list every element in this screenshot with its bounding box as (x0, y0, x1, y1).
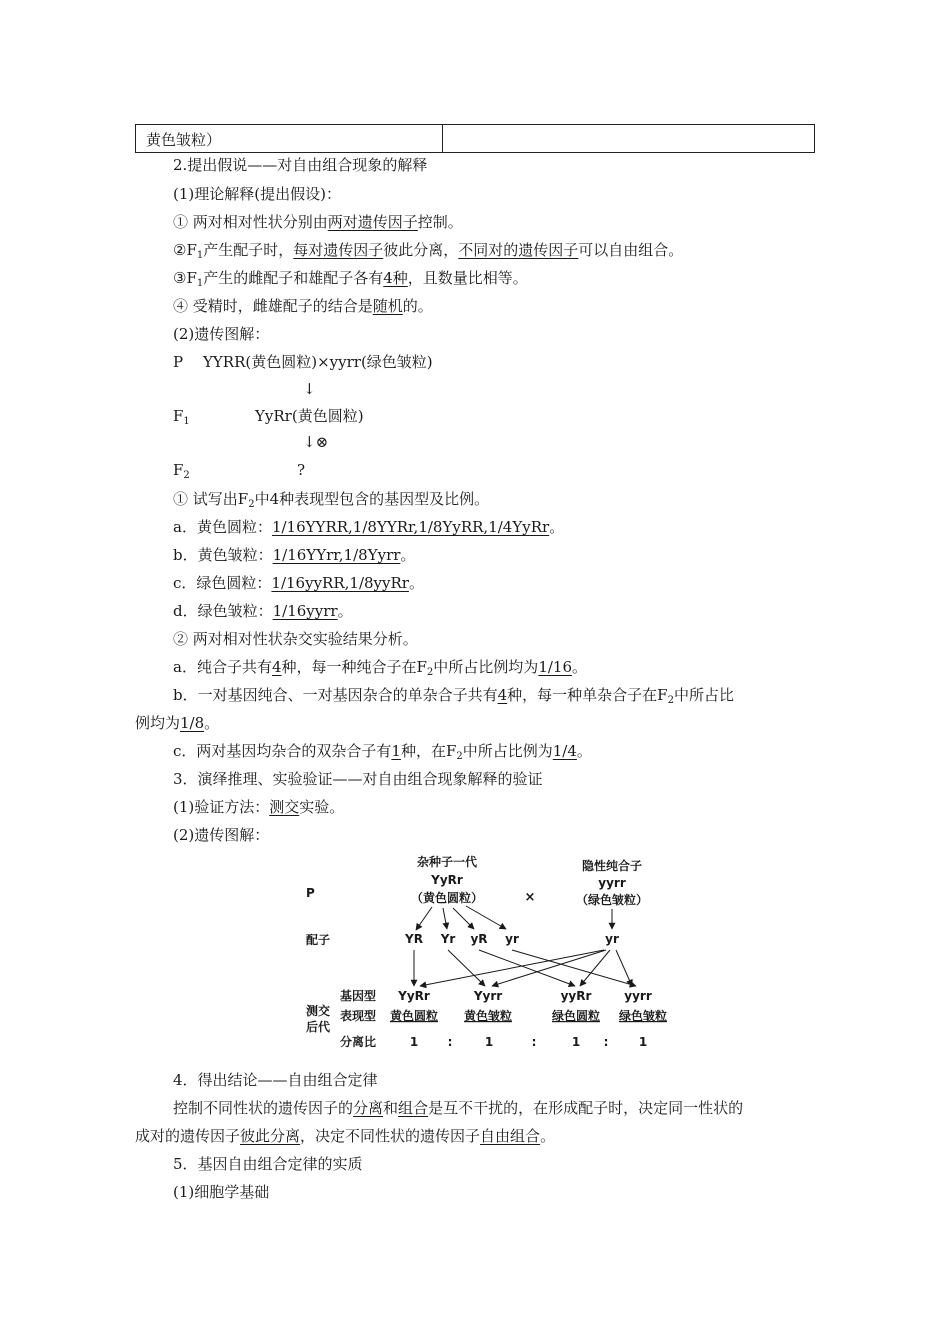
section-5-heading: 5．基因自由组合定律的实质 (173, 1155, 363, 1173)
cross-f2: ? (297, 461, 306, 479)
left-parent-title: 杂种子一代 (416, 855, 478, 869)
sub-cytology: (1)细胞学基础 (173, 1183, 270, 1201)
ratio-value: 1 (484, 1035, 494, 1049)
offspring-phenotype: 绿色皱粒 (618, 1009, 668, 1023)
answer-blank: 1/16YYRR,1/8YYRr,1/8YyRR,1/4YyRr (271, 518, 550, 536)
line-right-to-YyRr (420, 950, 604, 986)
cross-arrow-2: ↓⊗ (303, 433, 329, 451)
answer-blank: 测交 (269, 798, 300, 816)
answer-blank: 自由组合 (480, 1127, 541, 1145)
answer-a: a．黄色圆粒：1/16YYRR,1/8YYRr,1/8YyRR,1/4YyRr。 (173, 518, 565, 536)
genotype-row-label: 基因型 (340, 989, 377, 1003)
section-3-heading: 3．演绎推理、实验验证——对自由组合现象解释的验证 (173, 770, 543, 788)
answer-blank: 4 (271, 658, 282, 676)
line-right-to-yyRr (580, 950, 610, 986)
arrow-to-yR (453, 908, 474, 929)
answer-blank: 彼此分离 (240, 1127, 301, 1145)
answer-blank: 1/16yyRR,1/8yyRr (271, 574, 409, 592)
arrow-to-yr (466, 906, 506, 929)
line-yR-to-yyRr (479, 950, 575, 986)
table-cell-text: 黄色皱粒） (146, 131, 222, 149)
answer-b: b．黄色皱粒：1/16YYrr,1/8Yyrr。 (173, 546, 416, 564)
answer-blank: 每对遗传因子 (293, 241, 384, 259)
diagram-p-label: P (306, 886, 315, 900)
offspring-genotype: yyRr (560, 989, 592, 1003)
ratio-sep: : (447, 1035, 453, 1049)
result-c: c．两对基因均杂合的双杂合子有1种，在$F_2$中所占比例为1/4。 (173, 742, 592, 762)
gamete-yr-left: yr (505, 932, 519, 946)
cross-arrow-1: ↓ (303, 380, 316, 398)
result-b-cont: 例均为1/8。 (135, 714, 220, 732)
result-b: b．一对基因纯合、一对基因杂合的单杂合子共有4种，每一种单杂合子在$F_2$中所占比 (173, 686, 734, 706)
gamete-Yr: Yr (440, 932, 456, 946)
gamete-YR: YR (405, 932, 423, 946)
answer-blank: 两对遗传因子 (327, 213, 418, 231)
right-parent-title: 隐性纯合子 (581, 859, 643, 873)
gamete-yr-right: yr (605, 932, 619, 946)
cross-f1: YyRr(黄色圆粒) (255, 407, 364, 425)
offspring-genotype: YyRr (398, 989, 430, 1003)
arrow-to-YR (416, 907, 432, 930)
ratio-value: 1 (409, 1035, 419, 1049)
answer-blank: 1 (391, 742, 401, 760)
answer-blank: 1/16 (538, 658, 572, 676)
answer-blank: 组合 (398, 1099, 429, 1117)
hypothesis-1: ① 两对相对性状分别由两对遗传因子控制。 (173, 213, 463, 231)
ratio-value: 1 (638, 1035, 648, 1049)
offspring-label-1: 测交 (306, 1004, 331, 1018)
answer-blank: 分离 (353, 1099, 384, 1117)
cross-parents: YYRR(黄色圆粒)×yyrr(绿色皱粒) (203, 353, 433, 371)
offspring-phenotype: 黄色圆粒 (389, 1009, 439, 1023)
conclusion-line-1: 控制不同性状的遗传因子的分离和组合是互不干扰的，在形成配子时，决定同一性状的 (173, 1099, 744, 1117)
sub-diagram: (2)遗传图解： (173, 325, 270, 343)
hypothesis-2: $②F_1$产生配子时，每对遗传因子彼此分离，不同对的遗传因子可以自由组合。 (173, 241, 684, 261)
line-right-to-Yyrr (492, 950, 606, 986)
sub-diagram-2: (2)遗传图解： (173, 826, 270, 844)
ratio-sep: : (531, 1035, 537, 1049)
answer-blank: 1/16yyrr (272, 602, 338, 620)
line-Yr-to-Yyrr (448, 950, 485, 986)
offspring-genotype: Yyrr (473, 989, 503, 1003)
answer-d: d．绿色皱粒：1/16yyrr。 (173, 602, 353, 620)
question-2: ② 两对相对性状杂交实验结果分析。 (173, 630, 418, 648)
arrow-to-Yr (443, 908, 447, 929)
ratio-row-label: 分离比 (340, 1035, 377, 1049)
answer-blank: 随机 (372, 297, 403, 315)
left-parent-phenotype: （黄色圆粒） (410, 891, 484, 905)
right-parent-phenotype: （绿色皱粒） (575, 893, 649, 907)
offspring-phenotype: 黄色皱粒 (463, 1009, 513, 1023)
answer-blank: 4 (497, 686, 508, 704)
answer-blank: 1/16YYrr,1/8Yyrr (272, 546, 401, 564)
answer-blank: 1/4 (552, 742, 577, 760)
gamete-yR: yR (470, 932, 488, 946)
answer-c: c．绿色圆粒：1/16yyRR,1/8yyRr。 (173, 574, 424, 592)
offspring-genotype: yyrr (624, 989, 652, 1003)
hypothesis-4: ④ 受精时，雌雄配子的结合是随机的。 (173, 297, 433, 315)
phenotype-row-label: 表现型 (340, 1009, 377, 1023)
offspring-label-2: 后代 (306, 1020, 331, 1034)
ratio-sep: : (603, 1035, 609, 1049)
cross-f2-label: $F_2$ (173, 461, 190, 481)
hypothesis-3: $③F_1$产生的雌配子和雄配子各有4种，且数量比相等。 (173, 269, 528, 289)
right-parent-genotype: yyrr (598, 876, 626, 890)
answer-blank: 不同对的遗传因子 (458, 241, 579, 259)
answer-blank: 1/8 (180, 714, 205, 732)
section-4-heading: 4．得出结论——自由组合定律 (173, 1071, 378, 1089)
section-2-heading: 2.提出假说——对自由组合现象的解释 (173, 156, 428, 174)
cross-f1-label: $F_1$ (173, 407, 190, 427)
result-a: a．纯合子共有4种，每一种纯合子在$F_2$中所占比例均为1/16。 (173, 658, 588, 678)
sub-theory: (1)理论解释(提出假设)： (173, 185, 341, 203)
gamete-row-label: 配子 (306, 933, 331, 947)
left-parent-genotype: YyRr (431, 873, 463, 887)
ratio-value: 1 (571, 1035, 581, 1049)
verify-method: (1)验证方法：测交实验。 (173, 798, 345, 816)
conclusion-line-2: 成对的遗传因子彼此分离，决定不同性状的遗传因子自由组合。 (135, 1127, 556, 1145)
cross-p-label: P (173, 353, 184, 371)
answer-blank: 4种 (383, 269, 408, 287)
cross-symbol: × (524, 890, 536, 905)
offspring-phenotype: 绿色圆粒 (551, 1009, 601, 1023)
question-1: ① 试写出$F_2$中4种表现型包含的基因型及比例。 (173, 490, 490, 510)
